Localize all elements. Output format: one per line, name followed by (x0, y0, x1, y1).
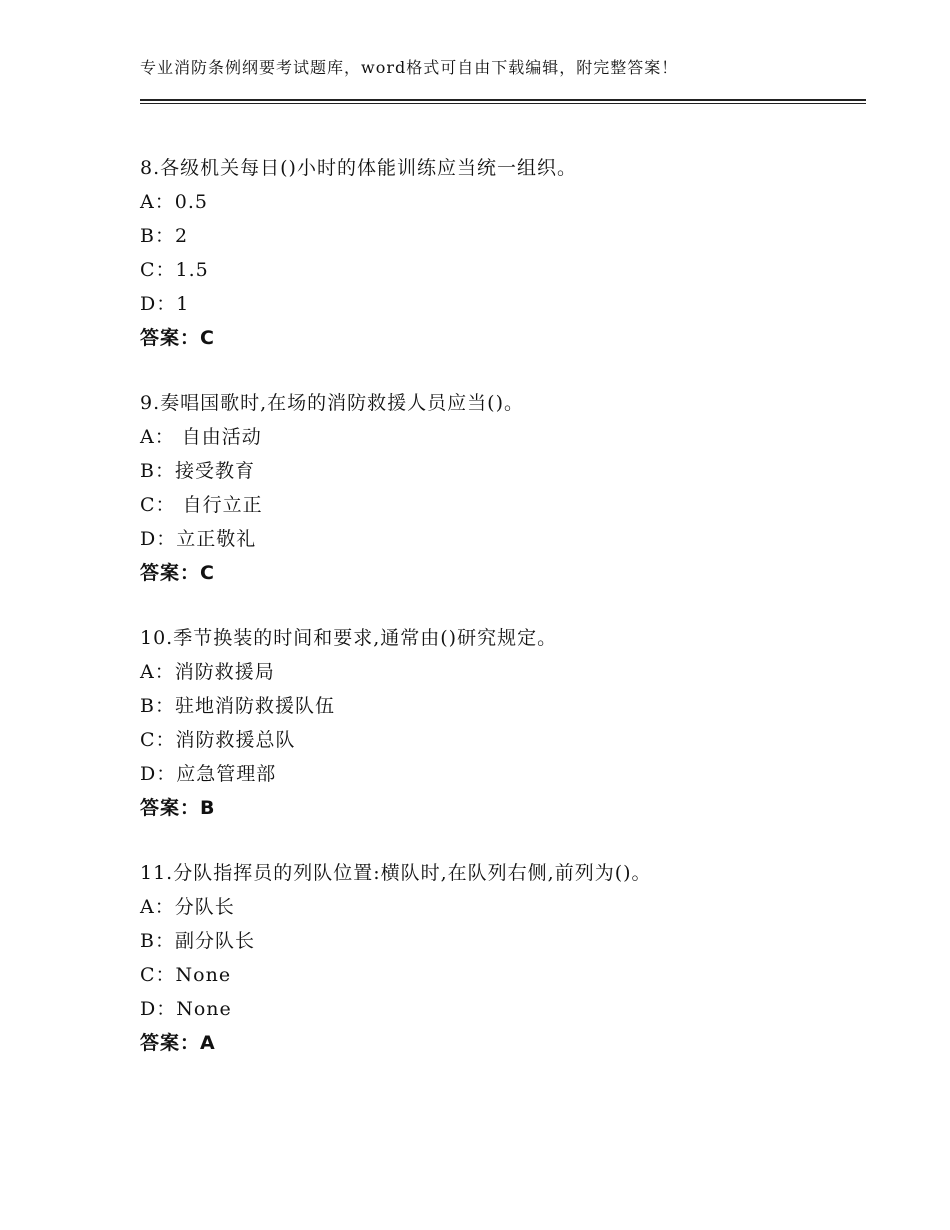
option-text: 副分队长 (174, 930, 255, 952)
option-text: None (175, 964, 232, 986)
option-letter: A： (140, 896, 175, 918)
option-text: 1 (176, 293, 190, 315)
option-text: 接受教育 (174, 460, 255, 482)
option-d (140, 287, 866, 321)
option-letter: C： (140, 259, 176, 281)
header-rule-thin (140, 103, 866, 104)
option-text: 驻地消防救援队伍 (174, 695, 335, 717)
option-text: 自行立正 (175, 494, 263, 516)
option-letter: A： (140, 426, 175, 448)
option-c (140, 488, 866, 522)
option-d (140, 757, 866, 791)
option-d (140, 992, 866, 1026)
option-text: 应急管理部 (176, 763, 277, 785)
option-b (140, 924, 866, 958)
option-letter: C： (140, 729, 176, 751)
question-11 (140, 856, 866, 1060)
question-stem: 8.各级机关每日()小时的体能训练应当统一组织。 (140, 157, 577, 179)
option-a (140, 890, 866, 924)
option-b (140, 219, 866, 253)
option-letter: D： (140, 528, 177, 550)
option-c (140, 723, 866, 757)
question-10 (140, 621, 866, 825)
header-rule (140, 99, 866, 101)
option-letter: B： (140, 225, 175, 247)
option-d (140, 522, 866, 556)
answer-line: 答案：C (140, 327, 215, 349)
option-text: 自由活动 (174, 426, 262, 448)
option-a (140, 420, 866, 454)
option-text: 2 (174, 225, 189, 247)
question-8 (140, 151, 866, 355)
option-text: 立正敬礼 (176, 528, 257, 550)
option-b (140, 689, 866, 723)
option-letter: B： (140, 460, 175, 482)
option-a (140, 655, 866, 689)
option-text: None (176, 998, 232, 1020)
option-text: 分队长 (174, 896, 235, 918)
option-letter: D： (140, 763, 177, 785)
option-text: 1.5 (175, 259, 209, 281)
option-text: 0.5 (174, 191, 208, 213)
option-text: 消防救援总队 (175, 729, 296, 751)
option-letter: D： (140, 293, 177, 315)
answer-line: 答案：A (140, 1032, 216, 1054)
option-b (140, 454, 866, 488)
question-stem: 9.奏唱国歌时,在场的消防救援人员应当()。 (140, 392, 524, 414)
option-letter: C： (140, 494, 176, 516)
question-9 (140, 386, 866, 590)
option-letter: A： (140, 661, 175, 683)
option-letter: A： (140, 191, 175, 213)
answer-line: 答案：B (140, 797, 216, 819)
option-c (140, 253, 866, 287)
question-stem: 11.分队指挥员的列队位置:横队时,在队列右侧,前列为()。 (140, 862, 652, 884)
option-letter: C： (140, 964, 176, 986)
question-list (140, 151, 866, 1091)
option-letter: B： (140, 930, 175, 952)
option-letter: D： (140, 998, 177, 1020)
option-a (140, 185, 866, 219)
page-header: 专业消防条例纲要考试题库，word格式可自由下载编辑，附完整答案！ (140, 58, 679, 77)
option-text: 消防救援局 (174, 661, 275, 683)
option-c (140, 958, 866, 992)
question-stem: 10.季节换装的时间和要求,通常由()研究规定。 (140, 627, 558, 649)
answer-line: 答案：C (140, 562, 215, 584)
option-letter: B： (140, 695, 175, 717)
